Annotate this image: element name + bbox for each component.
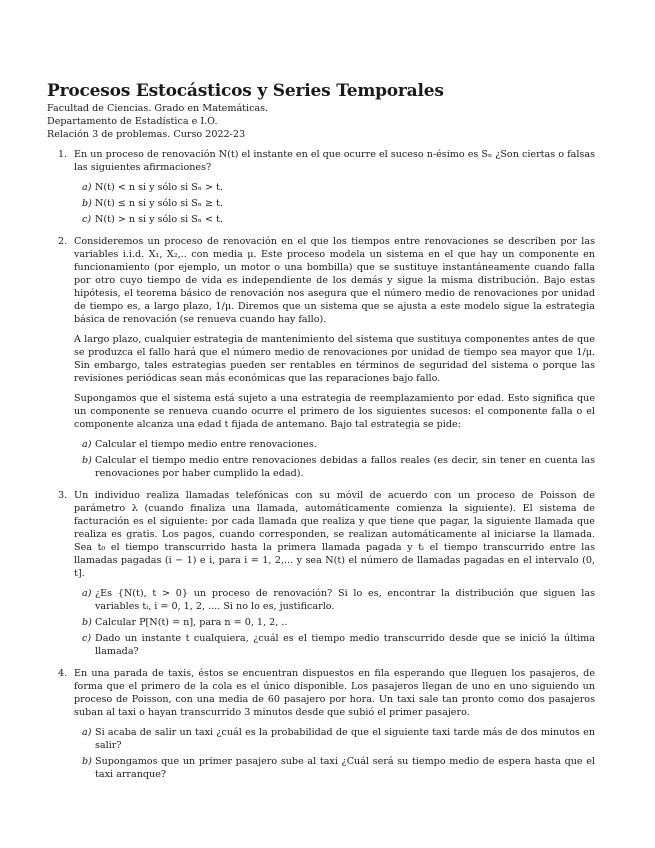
subquestion-text: Supongamos que un primer pasajero sube al taxi ¿Cuál será su tiempo medio de espera hasta que el taxi arranque? [95, 756, 595, 780]
problem-number: 4. [58, 668, 68, 679]
problem-number: 1. [58, 149, 68, 160]
problem-number: 3. [58, 490, 68, 501]
problem-paragraph: En una parada de taxis, éstos se encuentran dispuestos en fila esperando que lleguen los pasajeros, de forma que el primero de la cola es el único disponible. Los pasajeros llegan de uno en uno siguiendo un proceso de Poisson, con una media de 60 pasajero por hora. Un taxi sale tan pronto como dos pasajeros suban al taxi o hayan transcurrido 3 minutos desde que subió el primer pasajero. [74, 668, 595, 718]
subquestion-text: Calcular el tiempo medio entre renovaciones. [95, 439, 317, 450]
document-title: Procesos Estocásticos y Series Temporales [47, 81, 444, 101]
subquestion [74, 632, 595, 658]
problem-paragraph: Consideremos un proceso de renovación en el que los tiempos entre renovaciones se describen por las variables i.i.d. X₁, X₂,.. con media μ. Este proceso modela un sistema en el que hay un componente en funcionamiento (por ejemplo, un motor o una bombilla) que se sustituye instantáneamente cuando falla por otro cuyo tiempo de vida es independiente de los demás y sigue la misma distribución. Bajo estas hipótesis, el teorema básico de renovación nos asegura que el número medio de renovaciones por unidad de tiempo es, a largo plazo, 1/μ. Diremos que un sistema que se ajusta a este modelo sigue la estrategia básica de renovación (se renueva cuando hay fallo). [74, 236, 595, 325]
subquestion [74, 213, 595, 226]
problem-1 [47, 148, 595, 226]
subquestion-list [74, 181, 595, 226]
problem-number: 2. [58, 236, 68, 247]
subquestion-list [74, 587, 595, 658]
subquestion-label: b) [82, 455, 92, 466]
department-line: Departamento de Estadística e I.O. [47, 116, 218, 127]
subquestion-text: Dado un instante t cualquiera, ¿cuál es el tiempo medio transcurrido desde que se inició la última llamada? [95, 633, 595, 657]
problem-paragraph: Un individuo realiza llamadas telefónicas con su móvil de acuerdo con un proceso de Poisson de parámetro λ (cuando finaliza una llamada, automáticamente comienza la siguiente). El sistema de facturación es el siguiente: por cada llamada que realiza y que tiene que pagar, la siguiente llamada que realiza es gratis. Los pagos, cuando corresponden, se realizan automáticamente al iniciarse la llamada. Sea t₀ el tiempo transcurrido hasta la primera llamada pagada y tᵢ el tiempo transcurrido entre las llamadas pagadas (i − 1) e i, para i = 1, 2,... y sea N(t) el número de llamadas pagadas en el intervalo (0, t]. [74, 490, 595, 579]
subquestion-text: Calcular P[N(t) = n], para n = 0, 1, 2, .. [95, 617, 288, 628]
subquestion-list [74, 438, 595, 480]
subquestion [74, 454, 595, 480]
subquestion-label: b) [82, 756, 92, 767]
problem-paragraph: Supongamos que el sistema está sujeto a una estrategia de reemplazamiento por edad. Esto significa que un componente se renueva cuando ocurre el primero de los siguientes sucesos: el componente falla o el componente alcanza una edad t fijada de antemano. Bajo tal estrategia se pide: [74, 393, 595, 430]
subquestion [74, 438, 595, 451]
subquestion-text: N(t) > n si y sólo si Sₙ < t. [95, 214, 224, 225]
subquestion-label: a) [82, 727, 92, 738]
problem-paragraph: A largo plazo, cualquier estrategia de mantenimiento del sistema que sustituya componentes antes de que se produzca el fallo hará que el número medio de renovaciones por unidad de tiempo sea mayor que 1/μ. Sin embargo, tales estrategias pueden ser rentables en términos de seguridad del sistema o porque las revisiones periódicas sean más económicas que las reparaciones bajo fallo. [74, 334, 595, 384]
subquestion-list [74, 726, 595, 781]
subquestion-text: N(t) ≤ n si y sólo si Sₙ ≥ t. [95, 198, 224, 209]
subquestion [74, 181, 595, 194]
document-header [47, 80, 607, 141]
problem-3 [47, 489, 595, 658]
subquestion-label: b) [82, 617, 92, 628]
subquestion-text: Si acaba de salir un taxi ¿cuál es la probabilidad de que el siguiente taxi tarde más de dos minutos en salir? [95, 727, 595, 751]
subquestion-text: Calcular el tiempo medio entre renovaciones debidas a fallos reales (es decir, sin tener en cuenta las renovaciones por haber cumplido la edad). [95, 455, 595, 479]
problem-paragraph: En un proceso de renovación N(t) el instante en el que ocurre el suceso n-ésimo es Sₙ ¿Son ciertas o falsas las siguientes afirmaciones? [74, 149, 595, 173]
subquestion [74, 587, 595, 613]
subquestion [74, 726, 595, 752]
subquestion [74, 616, 595, 629]
subquestion [74, 197, 595, 210]
subquestion-label: b) [82, 198, 92, 209]
subquestion-text: ¿Es {N(t), t > 0} un proceso de renovación? Si lo es, encontrar la distribución que siguen las variables tᵢ, i = 0, 1, 2, .... Si no lo es, justificarlo. [95, 588, 595, 612]
subquestion-label: a) [82, 182, 92, 193]
subquestion-label: c) [82, 214, 92, 225]
problem-4 [47, 667, 595, 781]
subquestion-label: a) [82, 588, 92, 599]
subquestion [74, 755, 595, 781]
faculty-line: Facultad de Ciencias. Grado en Matemáticas. [47, 103, 269, 114]
subquestion-label: a) [82, 439, 92, 450]
subquestion-label: c) [82, 633, 92, 644]
problem-list [47, 148, 595, 790]
problem-2 [47, 235, 595, 480]
subquestion-text: N(t) < n si y sólo si Sₙ > t. [95, 182, 224, 193]
course-line: Relación 3 de problemas. Curso 2022-23 [47, 129, 246, 140]
